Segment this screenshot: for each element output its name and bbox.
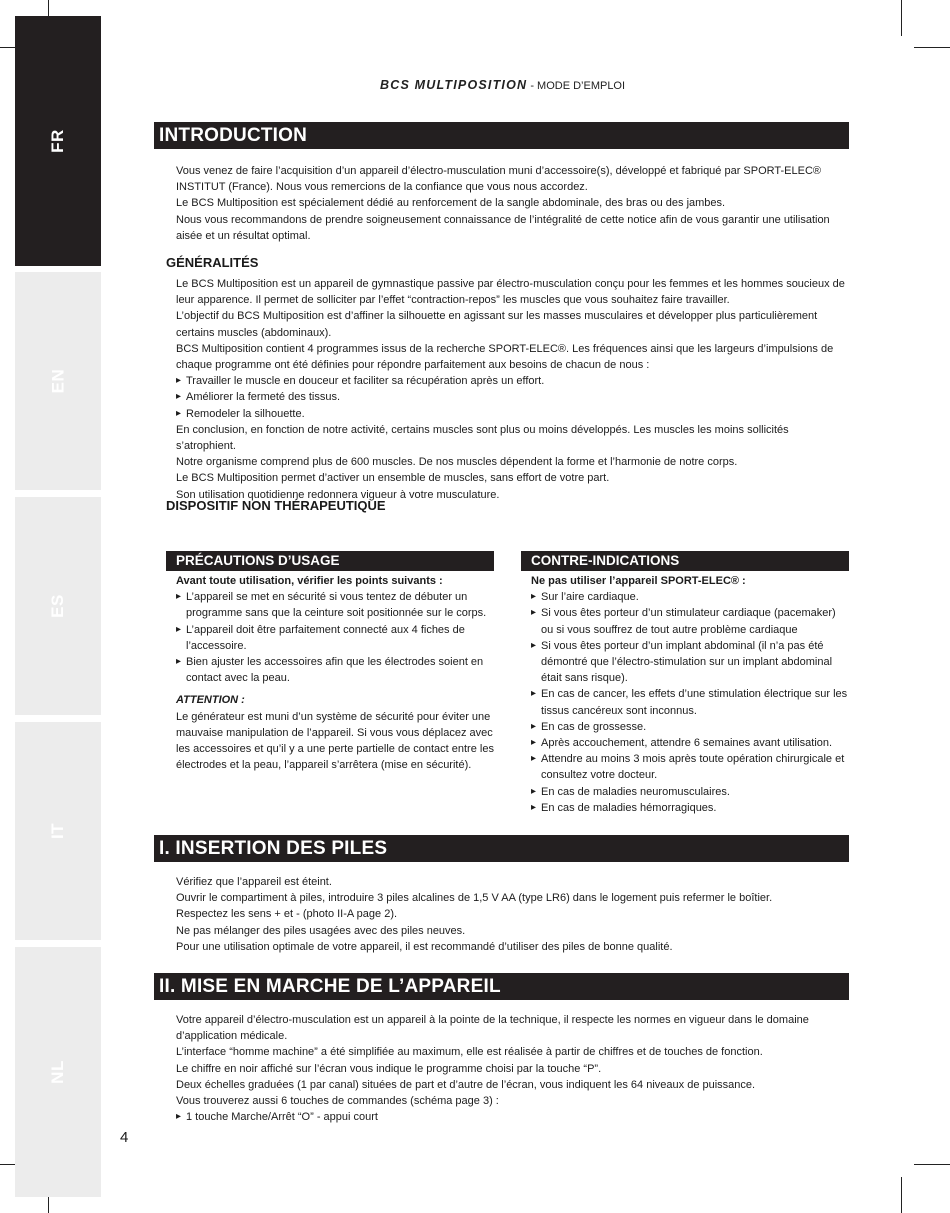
section-title-insertion: I. INSERTION DES PILES xyxy=(154,835,849,862)
list-item: ▸ L’appareil se met en sécurité si vous tentez de débuter un programme sans que la ceinture soit positionnée sur le corps. xyxy=(176,589,494,621)
attention-text: Le générateur est muni d’un système de sécurité pour éviter une mauvaise manipulation de l’appareil. Si vous vous déplacez avec les accessoires et qu’il y a une perte partielle de contact entre les électrodes et la peau, l’appareil s’arrêtera (mise en sécurité). xyxy=(176,710,494,772)
list-item: ▸ Si vous êtes porteur d’un stimulateur cardiaque (pacemaker) ou si vous souffrez de tout autre problème cardiaque xyxy=(531,605,849,637)
contre-indications-column xyxy=(531,573,849,816)
language-tab-en xyxy=(15,272,101,490)
list-item: ▸ Améliorer la fermeté des tissus. xyxy=(176,389,848,405)
page-number: 4 xyxy=(120,1129,129,1146)
paragraph: Ouvrir le compartiment à piles, introduire 3 piles alcalines de 1,5 V AA (type LR6) dans le logement puis refermer le boîtier. xyxy=(176,892,773,905)
crop-mark xyxy=(914,1164,950,1165)
bullet-list xyxy=(531,589,849,816)
document-type: - MODE D’EMPLOI xyxy=(530,80,626,92)
box-title-precautions: PRÉCAUTIONS D’USAGE xyxy=(166,551,494,571)
paragraph: En conclusion, en fonction de notre activité, certains muscles sont plus ou moins développés. Les muscles les moins sollicités s’atrophient. xyxy=(176,423,789,453)
paragraph: Vérifiez que l’appareil est éteint. xyxy=(176,876,332,888)
paragraph: Respectez les sens + et - (photo II-A page 2). xyxy=(176,908,398,921)
mise-en-marche-text xyxy=(176,1012,848,1125)
paragraph: Son utilisation quotidienne redonnera vigueur à votre musculature. xyxy=(176,488,500,501)
list-item: ▸ Sur l’aire cardiaque. xyxy=(531,589,849,605)
section-title-mise-en-marche: II. MISE EN MARCHE DE L’APPAREIL xyxy=(154,973,849,1000)
language-tab-label: NL xyxy=(47,1060,67,1084)
paragraph: Votre appareil d’électro-musculation est un appareil à la pointe de la technique, il respecte les normes en vigueur dans le domaine d’application médicale. xyxy=(176,1014,809,1043)
precautions-lead: Avant toute utilisation, vérifier les points suivants : xyxy=(176,575,443,587)
bullet-list xyxy=(176,373,848,422)
language-tab-es xyxy=(15,497,101,715)
list-item: ▸ 1 touche Marche/Arrêt “O” - appui court xyxy=(176,1109,848,1125)
crop-mark xyxy=(901,1177,902,1213)
bullet-list xyxy=(176,589,494,686)
language-tab-fr xyxy=(15,16,101,266)
list-item: ▸ Remodeler la silhouette. xyxy=(176,406,848,422)
bullet-list xyxy=(176,1109,848,1125)
paragraph: L’objectif du BCS Multiposition est d’affiner la silhouette en agissant sur les masses musculaires et développer plus particulièrement certains muscles (abdominaux). xyxy=(176,310,818,339)
crop-mark xyxy=(914,47,950,48)
paragraph: BCS Multiposition contient 4 programmes issus de la recherche SPORT-ELEC®. Les fréquences ainsi que les largeurs d’impulsions de chaque programme ont été définies pour répondre parfaitement aux besoins de chacun de nous : xyxy=(176,342,834,372)
paragraph: Nous vous recommandons de prendre soigneusement connaissance de l’intégralité de cette notice afin de vous garantir une utilisation aisée et un résultat optimal. xyxy=(176,213,830,242)
attention-title: ATTENTION : xyxy=(176,694,245,707)
list-item: ▸ Travailler le muscle en douceur et faciliter sa récupération après un effort. xyxy=(176,373,848,389)
paragraph: Le BCS Multiposition est spécialement dédié au renforcement de la sangle abdominale, des bras ou des jambes. xyxy=(176,197,726,210)
brand-name: BCS MULTIPOSITION xyxy=(380,78,528,92)
list-item: ▸ En cas de maladies neuromusculaires. xyxy=(531,784,849,800)
box-title-contre-indications: CONTRE-INDICATIONS xyxy=(521,551,849,571)
language-tab-nl xyxy=(15,947,101,1197)
language-tab-label: EN xyxy=(48,368,67,394)
precautions-column xyxy=(176,573,494,773)
list-item: ▸ Attendre au moins 3 mois après toute opération chirurgicale et consultez votre docteur. xyxy=(531,751,849,783)
paragraph: Deux échelles graduées (1 par canal) situées de part et d’autre de l’écran, vous indiquent les 64 niveaux de puissance. xyxy=(176,1078,756,1091)
insertion-text xyxy=(176,874,848,955)
paragraph: Vous venez de faire l’acquisition d’un appareil d’électro-musculation muni d’accessoire(s), développé et fabriqué par SPORT-ELEC® INSTITUT (France). Nous vous remercions de la confiance que vous nous accordez. xyxy=(176,165,822,194)
subheading-generalites: GÉNÉRALITÉS xyxy=(166,255,259,270)
list-item: ▸ En cas de grossesse. xyxy=(531,719,849,735)
language-tab-label: ES xyxy=(48,594,67,618)
section-title-introduction: INTRODUCTION xyxy=(154,122,849,149)
paragraph: Notre organisme comprend plus de 600 muscles. De nos muscles dépendent la forme et l’harmonie de notre corps. xyxy=(176,456,738,469)
list-item: ▸ L’appareil doit être parfaitement connecté aux 4 fiches de l’accessoire. xyxy=(176,622,494,654)
paragraph: L’interface “homme machine” a été simplifiée au maximum, elle est réalisée à partir de chiffres et de touches de fonction. xyxy=(176,1046,763,1059)
running-head xyxy=(380,78,625,92)
paragraph: Pour une utilisation optimale de votre appareil, il est recommandé d’utiliser des piles de bonne qualité. xyxy=(176,940,673,953)
list-item: ▸ Bien ajuster les accessoires afin que les électrodes soient en contact avec la peau. xyxy=(176,654,494,686)
paragraph: Le BCS Multiposition est un appareil de gymnastique passive par électro-musculation conçu pour les femmes et les hommes soucieux de leur apparence. Il permet de solliciter par l’effet “contraction-repos” les muscles que vous souhaitez faire travailler. xyxy=(176,278,845,307)
generalites-text xyxy=(176,276,848,503)
subheading-dispositif: DISPOSITIF NON THÉRAPEUTIQUE xyxy=(166,498,386,513)
paragraph: Vous trouverez aussi 6 touches de commandes (schéma page 3) : xyxy=(176,1095,499,1108)
paragraph: Ne pas mélanger des piles usagées avec des piles neuves. xyxy=(176,924,466,937)
language-tab-label: IT xyxy=(47,822,67,840)
crop-mark xyxy=(901,0,902,36)
list-item: ▸ Après accouchement, attendre 6 semaines avant utilisation. xyxy=(531,735,849,751)
list-item: ▸ En cas de cancer, les effets d’une stimulation électrique sur les tissus cancéreux sont inconnus. xyxy=(531,686,849,718)
list-item: ▸ En cas de maladies hémorragiques. xyxy=(531,800,849,816)
introduction-text xyxy=(176,163,848,244)
paragraph: Le chiffre en noir affiché sur l’écran vous indique le programme choisi par la touche “P”. xyxy=(176,1062,602,1075)
contre-indications-lead: Ne pas utiliser l’appareil SPORT-ELEC® : xyxy=(531,575,746,587)
list-item: ▸ Si vous êtes porteur d’un implant abdominal (il n’a pas été démontré que l’électro-stimulation sur un implant abdominal était sans risque). xyxy=(531,638,849,687)
language-tab-label: FR xyxy=(47,129,67,153)
paragraph: Le BCS Multiposition permet d’activer un ensemble de muscles, sans effort de votre part. xyxy=(176,472,610,485)
language-tab-it xyxy=(15,722,101,940)
